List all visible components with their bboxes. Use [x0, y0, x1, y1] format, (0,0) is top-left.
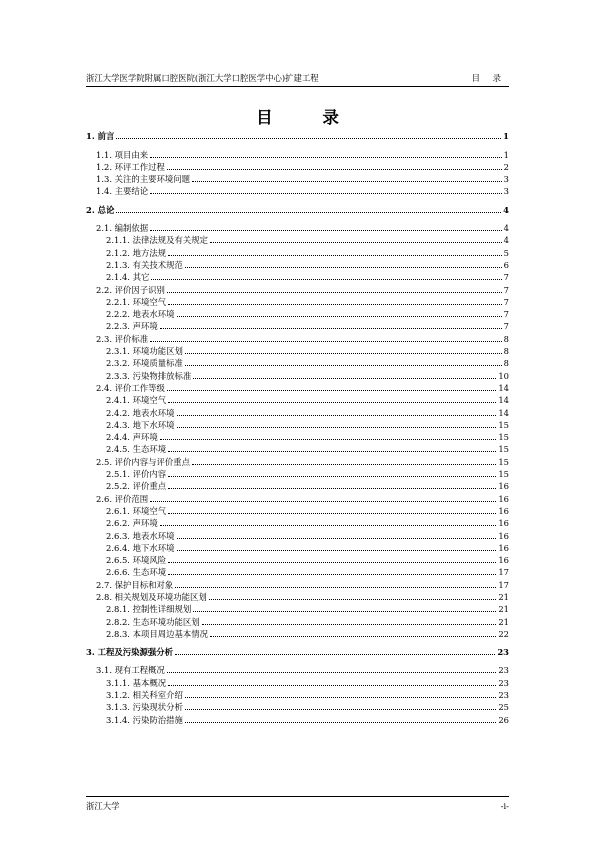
table-of-contents	[86, 130, 509, 726]
footer-rule	[86, 796, 509, 797]
toc-entry-level-2[interactable]	[86, 382, 509, 394]
header-section-label: 目 录	[471, 73, 506, 83]
toc-dot-leader	[150, 341, 502, 342]
toc-entry-title: 2.8. 相关规划及环境功能区划	[96, 591, 207, 602]
toc-entry-level-1[interactable]	[86, 130, 509, 142]
toc-entry-page: 10	[498, 370, 509, 381]
toc-dot-leader	[185, 365, 502, 366]
toc-entry-level-2[interactable]	[86, 161, 509, 173]
toc-entry-title: 2.6.2. 声环境	[106, 518, 158, 529]
toc-entry-page: 14	[498, 407, 509, 418]
toc-entry-level-3[interactable]	[86, 443, 509, 455]
toc-entry-page: 15	[498, 419, 509, 430]
toc-entry-level-3[interactable]	[86, 517, 509, 529]
toc-entry-page: 16	[498, 505, 509, 516]
toc-entry-level-3[interactable]	[86, 369, 509, 381]
toc-entry-level-3[interactable]	[86, 529, 509, 541]
toc-entry-title: 2.7. 保护目标和对象	[96, 579, 174, 590]
page-footer	[86, 800, 509, 812]
toc-dot-leader	[150, 157, 502, 158]
toc-entry-page: 21	[498, 616, 509, 627]
toc-dot-leader	[150, 193, 502, 194]
toc-entry-level-3[interactable]	[86, 468, 509, 480]
toc-entry-level-3[interactable]	[86, 542, 509, 554]
toc-entry-page: 7	[503, 296, 509, 307]
toc-entry-level-3[interactable]	[86, 259, 509, 271]
toc-entry-level-3[interactable]	[86, 505, 509, 517]
toc-dot-leader	[210, 242, 502, 243]
toc-dot-leader	[167, 292, 502, 293]
toc-entry-title: 3.1.3. 污染现状分析	[106, 702, 183, 713]
toc-dot-leader	[168, 304, 502, 305]
toc-entry-page: 7	[503, 272, 509, 283]
page-header	[86, 72, 509, 84]
toc-entry-level-3[interactable]	[86, 419, 509, 431]
toc-dot-leader	[167, 169, 502, 170]
toc-entry-page: 14	[498, 382, 509, 393]
toc-entry-page: 25	[498, 702, 509, 713]
toc-entry-title: 2.8.3. 本项目周边基本情况	[106, 628, 209, 639]
toc-entry-level-3[interactable]	[86, 345, 509, 357]
toc-entry-page: 16	[498, 481, 509, 492]
toc-entry-title: 2.6.6. 生态环境	[106, 567, 167, 578]
toc-entry-title: 2.6.1. 环境空气	[106, 505, 167, 516]
toc-dot-leader	[160, 439, 497, 440]
toc-entry-title: 2.3.2. 环境质量标准	[106, 358, 183, 369]
toc-entry-title: 2.4.4. 声环境	[106, 432, 158, 443]
toc-entry-title: 2.5.1. 评价内容	[106, 469, 167, 480]
toc-entry-title: 2. 总论	[86, 204, 115, 215]
toc-entry-title: 2.4.5. 生态环境	[106, 444, 167, 455]
toc-entry-title: 2.3.3. 污染物排放标准	[106, 370, 192, 381]
toc-entry-level-3[interactable]	[86, 234, 509, 246]
toc-entry-level-3[interactable]	[86, 320, 509, 332]
toc-dot-leader	[210, 636, 496, 637]
toc-entry-page: 14	[498, 395, 509, 406]
toc-entry-page: 16	[498, 493, 509, 504]
toc-dot-leader	[116, 212, 501, 213]
toc-entry-title: 3. 工程及污染源强分析	[86, 647, 174, 658]
toc-dot-leader	[177, 538, 497, 539]
toc-dot-leader	[168, 685, 496, 686]
toc-dot-leader	[185, 722, 496, 723]
toc-entry-level-3[interactable]	[86, 308, 509, 320]
toc-entry-page: 23	[498, 690, 509, 701]
toc-dot-leader	[177, 316, 502, 317]
footer-page-number: -i-	[500, 801, 509, 811]
toc-entry-page: 23	[497, 647, 509, 658]
toc-entry-page: 15	[498, 456, 509, 467]
toc-dot-leader	[185, 353, 502, 354]
toc-entry-title: 2.4.3. 地下水环境	[106, 419, 175, 430]
toc-dot-leader	[185, 709, 496, 710]
toc-entry-title: 1.2. 环评工作过程	[96, 161, 165, 172]
toc-dot-leader	[175, 587, 496, 588]
toc-entry-title: 2.1.1. 法律法规及有关规定	[106, 235, 209, 246]
toc-entry-level-1[interactable]	[86, 646, 509, 658]
toc-entry-level-1[interactable]	[86, 203, 509, 215]
toc-entry-title: 2.2.1. 环境空气	[106, 296, 167, 307]
toc-entry-title: 2.2.2. 地表水环境	[106, 309, 175, 320]
toc-dot-leader	[193, 378, 496, 379]
toc-entry-title: 2.6.4. 地下水环境	[106, 542, 175, 553]
toc-entry-page: 8	[503, 346, 509, 357]
toc-dot-leader	[168, 451, 496, 452]
toc-entry-title: 2.8.2. 生态环境功能区划	[106, 616, 200, 627]
toc-entry-level-2[interactable]	[86, 664, 509, 676]
header-document-title: 浙江大学医学院附属口腔医院(浙江大学口腔医学中心)扩建工程	[86, 73, 319, 83]
toc-dot-leader	[192, 464, 496, 465]
toc-entry-level-2[interactable]	[86, 492, 509, 504]
toc-entry-page: 5	[503, 247, 509, 258]
toc-entry-level-2[interactable]	[86, 185, 509, 197]
toc-entry-page: 8	[503, 333, 509, 344]
toc-entry-page: 7	[503, 321, 509, 332]
toc-dot-leader	[177, 415, 497, 416]
toc-entry-level-3[interactable]	[86, 676, 509, 688]
toc-dot-leader	[150, 230, 502, 231]
toc-dot-leader	[168, 513, 496, 514]
toc-entry-level-2[interactable]	[86, 283, 509, 295]
toc-dot-leader	[185, 697, 496, 698]
toc-entry-title: 2.6. 评价范围	[96, 493, 149, 504]
toc-entry-level-3[interactable]	[86, 603, 509, 615]
toc-entry-level-3[interactable]	[86, 480, 509, 492]
toc-entry-page: 16	[498, 518, 509, 529]
header-rule	[86, 86, 509, 87]
toc-entry-page: 17	[498, 579, 509, 590]
toc-dot-leader	[167, 390, 496, 391]
toc-entry-level-2[interactable]	[86, 591, 509, 603]
toc-entry-page: 1	[503, 131, 509, 142]
toc-entry-level-2[interactable]	[86, 332, 509, 344]
toc-entry-page: 4	[503, 235, 509, 246]
toc-entry-level-3[interactable]	[86, 701, 509, 713]
toc-entry-page: 16	[498, 530, 509, 541]
toc-entry-level-2[interactable]	[86, 455, 509, 467]
toc-entry-page: 1	[503, 149, 509, 160]
toc-dot-leader	[168, 255, 502, 256]
toc-entry-title: 2.2. 评价因子识别	[96, 284, 165, 295]
toc-dot-leader	[202, 624, 497, 625]
toc-entry-level-3[interactable]	[86, 431, 509, 443]
toc-entry-page: 23	[498, 665, 509, 676]
toc-entry-page: 3	[503, 174, 509, 185]
toc-entry-title: 2.1.4. 其它	[106, 272, 150, 283]
toc-entry-page: 7	[503, 284, 509, 295]
toc-entry-level-3[interactable]	[86, 406, 509, 418]
toc-entry-level-2[interactable]	[86, 222, 509, 234]
toc-entry-title: 2.1. 编制依据	[96, 223, 149, 234]
toc-entry-title: 1.3. 关注的主要环境问题	[96, 174, 191, 185]
toc-dot-leader	[167, 672, 496, 673]
toc-entry-title: 1. 前言	[86, 131, 115, 142]
toc-entry-title: 2.2.3. 声环境	[106, 321, 158, 332]
toc-dot-leader	[209, 599, 497, 600]
toc-entry-page: 16	[498, 555, 509, 566]
toc-entry-page: 15	[498, 444, 509, 455]
toc-entry-level-3[interactable]	[86, 628, 509, 640]
toc-entry-title: 2.8.1. 控制性详细规划	[106, 604, 192, 615]
toc-entry-title: 2.3. 评价标准	[96, 333, 149, 344]
toc-entry-title: 3.1.4. 污染防治措施	[106, 714, 183, 725]
toc-dot-leader	[185, 267, 502, 268]
page-title: 目 录	[256, 108, 361, 127]
toc-entry-level-2[interactable]	[86, 148, 509, 160]
toc-dot-leader	[151, 279, 501, 280]
toc-entry-title: 1.1. 项目由来	[96, 149, 149, 160]
toc-dot-leader	[168, 488, 496, 489]
toc-dot-leader	[177, 427, 497, 428]
toc-entry-title: 2.5.2. 评价重点	[106, 481, 167, 492]
toc-entry-title: 3.1.1. 基本概况	[106, 677, 167, 688]
toc-entry-level-3[interactable]	[86, 296, 509, 308]
toc-entry-level-3[interactable]	[86, 357, 509, 369]
toc-entry-page: 16	[498, 542, 509, 553]
toc-entry-level-3[interactable]	[86, 554, 509, 566]
toc-entry-level-3[interactable]	[86, 689, 509, 701]
toc-dot-leader	[175, 654, 495, 655]
toc-entry-page: 22	[498, 628, 509, 639]
toc-entry-level-3[interactable]	[86, 713, 509, 725]
toc-entry-level-3[interactable]	[86, 271, 509, 283]
toc-entry-page: 23	[498, 677, 509, 688]
toc-entry-title: 2.4.2. 地表水环境	[106, 407, 175, 418]
toc-entry-page: 3	[503, 186, 509, 197]
toc-dot-leader	[150, 501, 496, 502]
footer-organization: 浙江大学	[86, 801, 120, 811]
toc-entry-page: 26	[498, 714, 509, 725]
toc-dot-leader	[192, 181, 502, 182]
toc-entry-page: 6	[503, 259, 509, 270]
toc-entry-page: 8	[503, 358, 509, 369]
toc-entry-page: 7	[503, 309, 509, 320]
toc-entry-title: 2.1.3. 有关技术规范	[106, 259, 183, 270]
toc-dot-leader	[177, 550, 497, 551]
toc-entry-title: 3.1.2. 相关科室介绍	[106, 690, 183, 701]
toc-entry-title: 2.6.5. 环境风险	[106, 555, 167, 566]
toc-dot-leader	[160, 328, 502, 329]
toc-entry-title: 2.5. 评价内容与评价重点	[96, 456, 191, 467]
toc-entry-level-3[interactable]	[86, 394, 509, 406]
toc-dot-leader	[116, 138, 501, 139]
toc-entry-page: 4	[503, 223, 509, 234]
toc-dot-leader	[168, 402, 496, 403]
toc-entry-page: 21	[498, 604, 509, 615]
toc-entry-title: 3.1. 现有工程概况	[96, 665, 165, 676]
toc-entry-page: 15	[498, 469, 509, 480]
toc-dot-leader	[168, 562, 496, 563]
toc-dot-leader	[193, 611, 496, 612]
toc-entry-title: 2.4.1. 环境空气	[106, 395, 167, 406]
toc-entry-page: 17	[498, 567, 509, 578]
toc-entry-title: 2.4. 评价工作等级	[96, 382, 165, 393]
toc-entry-level-3[interactable]	[86, 566, 509, 578]
toc-entry-title: 2.3.1. 环境功能区划	[106, 346, 183, 357]
toc-entry-level-3[interactable]	[86, 246, 509, 258]
toc-entry-page: 15	[498, 432, 509, 443]
toc-dot-leader	[160, 525, 497, 526]
toc-entry-page: 21	[498, 591, 509, 602]
toc-dot-leader	[168, 476, 496, 477]
toc-dot-leader	[168, 574, 496, 575]
toc-entry-level-2[interactable]	[86, 578, 509, 590]
toc-entry-title: 2.6.3. 地表水环境	[106, 530, 175, 541]
toc-entry-page: 2	[503, 161, 509, 172]
toc-entry-level-2[interactable]	[86, 173, 509, 185]
toc-entry-level-3[interactable]	[86, 615, 509, 627]
toc-entry-page: 4	[503, 204, 509, 215]
toc-entry-title: 1.4. 主要结论	[96, 186, 149, 197]
toc-entry-title: 2.1.2. 地方法规	[106, 247, 167, 258]
